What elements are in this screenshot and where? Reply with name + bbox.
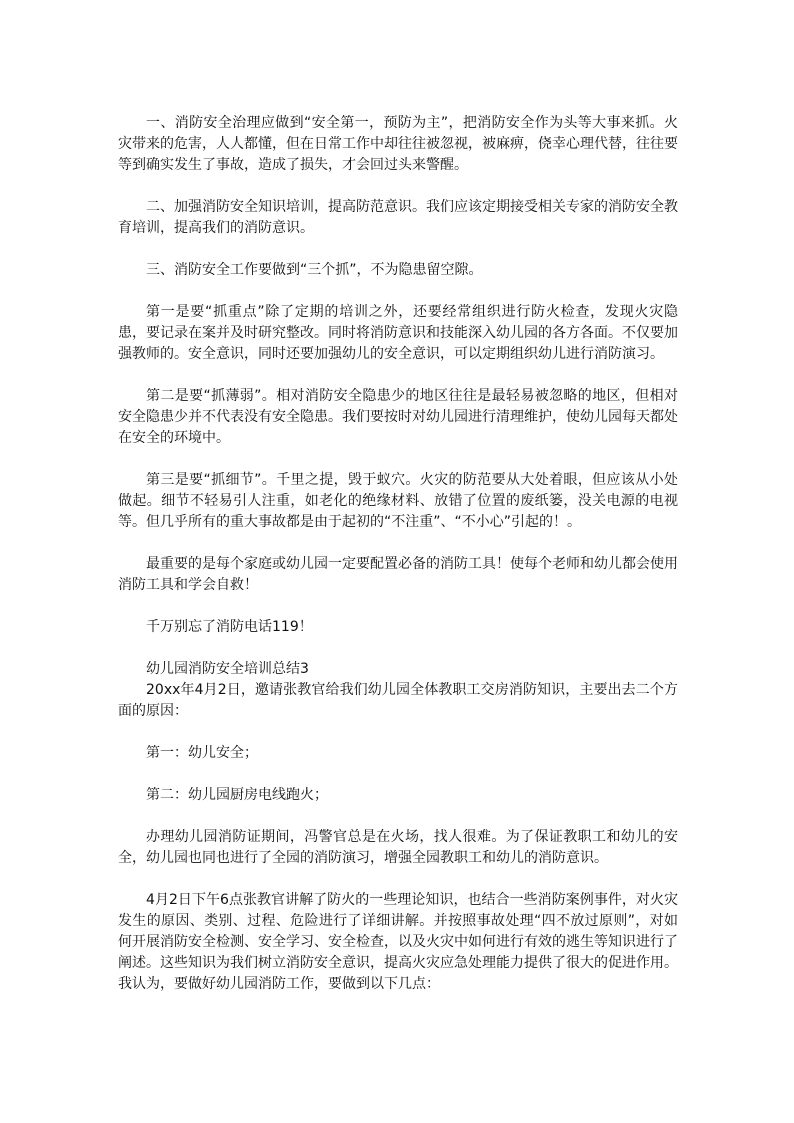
- paragraph-2: 二、加强消防安全知识培训，提高防范意识。我们应该定期接受相关专家的消防安全教育培训，提高我们的消防意识。: [118, 199, 678, 236]
- paragraph-5: 第二是要“抓薄弱”。相对消防安全隐患少的地区往往是最轻易被忽略的地区，但相对安全隐患少并不代表没有安全隐患。我们要按时对幼儿园进行清理维护，使幼儿园每天都处在安全的环境中。: [118, 388, 678, 446]
- paragraph-9: 第一：幼儿安全；: [146, 745, 258, 761]
- intro-paragraph: 20xx年4月2日，邀请张教官给我们幼儿园全体教职工交房消防知识，主要出去二个方面的原因：: [118, 682, 678, 719]
- paragraph-6: 第三是要“抓细节”。千里之提，毁于蚁穴。火灾的防范要从大处着眼，但应该从小处做起。细节不轻易引人注重，如老化的绝缘材料、放错了位置的废纸篓，没关电源的电视等。但几乎所有的重大事故都是由于起初的“不注重”、“不小心”引起的！。: [118, 472, 678, 530]
- section-title: 幼儿园消防安全培训总结3: [146, 661, 309, 677]
- paragraph-11: 办理幼儿园消防证期间，冯警官总是在火场，找人很难。为了保证教职工和幼儿的安全，幼儿园也同也进行了全园的消防演习，增强全园教职工和幼儿的消防意识。: [118, 829, 678, 866]
- paragraph-8: 千万别忘了消防电话119！: [146, 619, 313, 635]
- paragraph-1: 一、消防安全治理应做到“安全第一，预防为主”，把消防安全作为头等大事来抓。火灾带来的危害，人人都懂，但在日常工作中却往往被忽视，被麻痹，侥幸心理代替，往往要等到确实发生了事故，造成了损失，才会回过头来警醒。: [118, 115, 678, 173]
- paragraph-7: 最重要的是每个家庭或幼儿园一定要配置必备的消防工具！使每个老师和幼儿都会使用消防工具和学会自救！: [118, 556, 678, 593]
- paragraph-10: 第二：幼儿园厨房电线跑火；: [146, 787, 328, 803]
- paragraph-4: 第一是要“抓重点”除了定期的培训之外，还要经常组织进行防火检查，发现火灾隐患，要记录在案并及时研究整改。同时将消防意识和技能深入幼儿园的各方各面。不仅要加强教师的。安全意识，同时还要加强幼儿的安全意识，可以定期组织幼儿进行消防演习。: [118, 304, 678, 362]
- document-body: [118, 113, 678, 995]
- paragraph-3: 三、消防安全工作要做到“三个抓”，不为隐患留空隙。: [146, 262, 483, 278]
- paragraph-12: 4月2日下午6点张教官讲解了防火的一些理论知识，也结合一些消防案例事件，对火灾发生的原因、类别、过程、危险进行了详细讲解。并按照事故处理“四不放过原则”，对如何开展消防安全检测、安全学习、安全检查，以及火灾中如何进行有效的逃生等知识进行了阐述。这些知识为我们树立消防安全意识，提高火灾应急处理能力提供了很大的促进作用。我认为，要做好幼儿园消防工作，要做到以下几点：: [118, 892, 678, 992]
